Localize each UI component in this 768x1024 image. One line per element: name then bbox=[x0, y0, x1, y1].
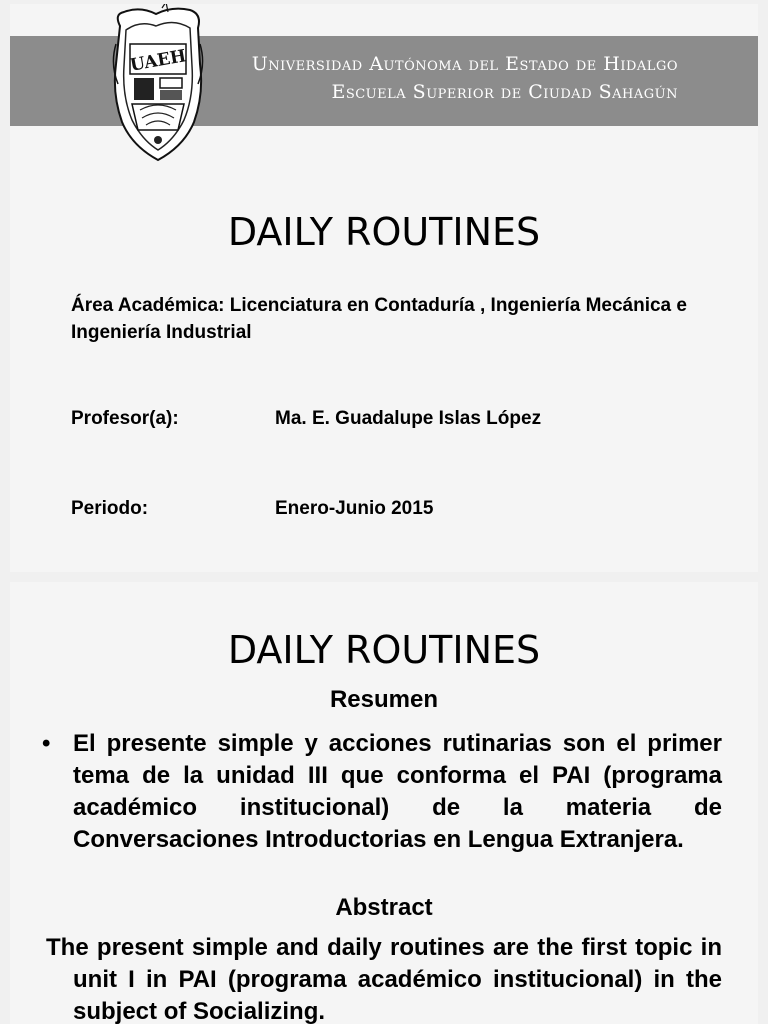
resumen-text: El presente simple y acciones rutinarias son el primer tema de la unidad III que conforma el PAI (programa académico institucional) de la materia de Conversaciones Introductorias en Lengua Extranjera. bbox=[73, 730, 722, 853]
professor-row bbox=[71, 408, 542, 430]
university-name: Universidad Autónoma del Estado de Hidalgo bbox=[251, 53, 678, 75]
period-label: Periodo: bbox=[71, 498, 149, 519]
abstract-text: The present simple and daily routines are the first topic in unit I in PAI (programa académico institucional) in the subject of Socializing. bbox=[46, 934, 722, 1024]
slide-title bbox=[10, 4, 758, 572]
professor-label: Profesor(a): bbox=[71, 408, 179, 429]
resumen-bullet bbox=[42, 728, 722, 856]
resumen-heading: Resumen bbox=[329, 686, 439, 713]
abstract-heading: Abstract bbox=[335, 894, 433, 921]
seal-text: UAEH bbox=[128, 46, 188, 76]
school-name: Escuela Superior de Ciudad Sahagún bbox=[331, 81, 678, 103]
summary-slide-title: DAILY ROUTINES bbox=[227, 628, 541, 672]
period-row bbox=[71, 498, 434, 520]
university-seal-logo bbox=[110, 4, 206, 164]
academic-area: Área Académica: Licenciatura en Contaduría , Ingeniería Mecánica e Ingeniería Industrial bbox=[71, 295, 687, 343]
professor-value: Ma. E. Guadalupe Islas López bbox=[275, 408, 542, 429]
slide-summary bbox=[10, 582, 758, 1024]
period-value: Enero-Junio 2015 bbox=[275, 498, 434, 519]
slide-title-heading: DAILY ROUTINES bbox=[227, 210, 541, 254]
bullet-icon: • bbox=[42, 730, 51, 757]
